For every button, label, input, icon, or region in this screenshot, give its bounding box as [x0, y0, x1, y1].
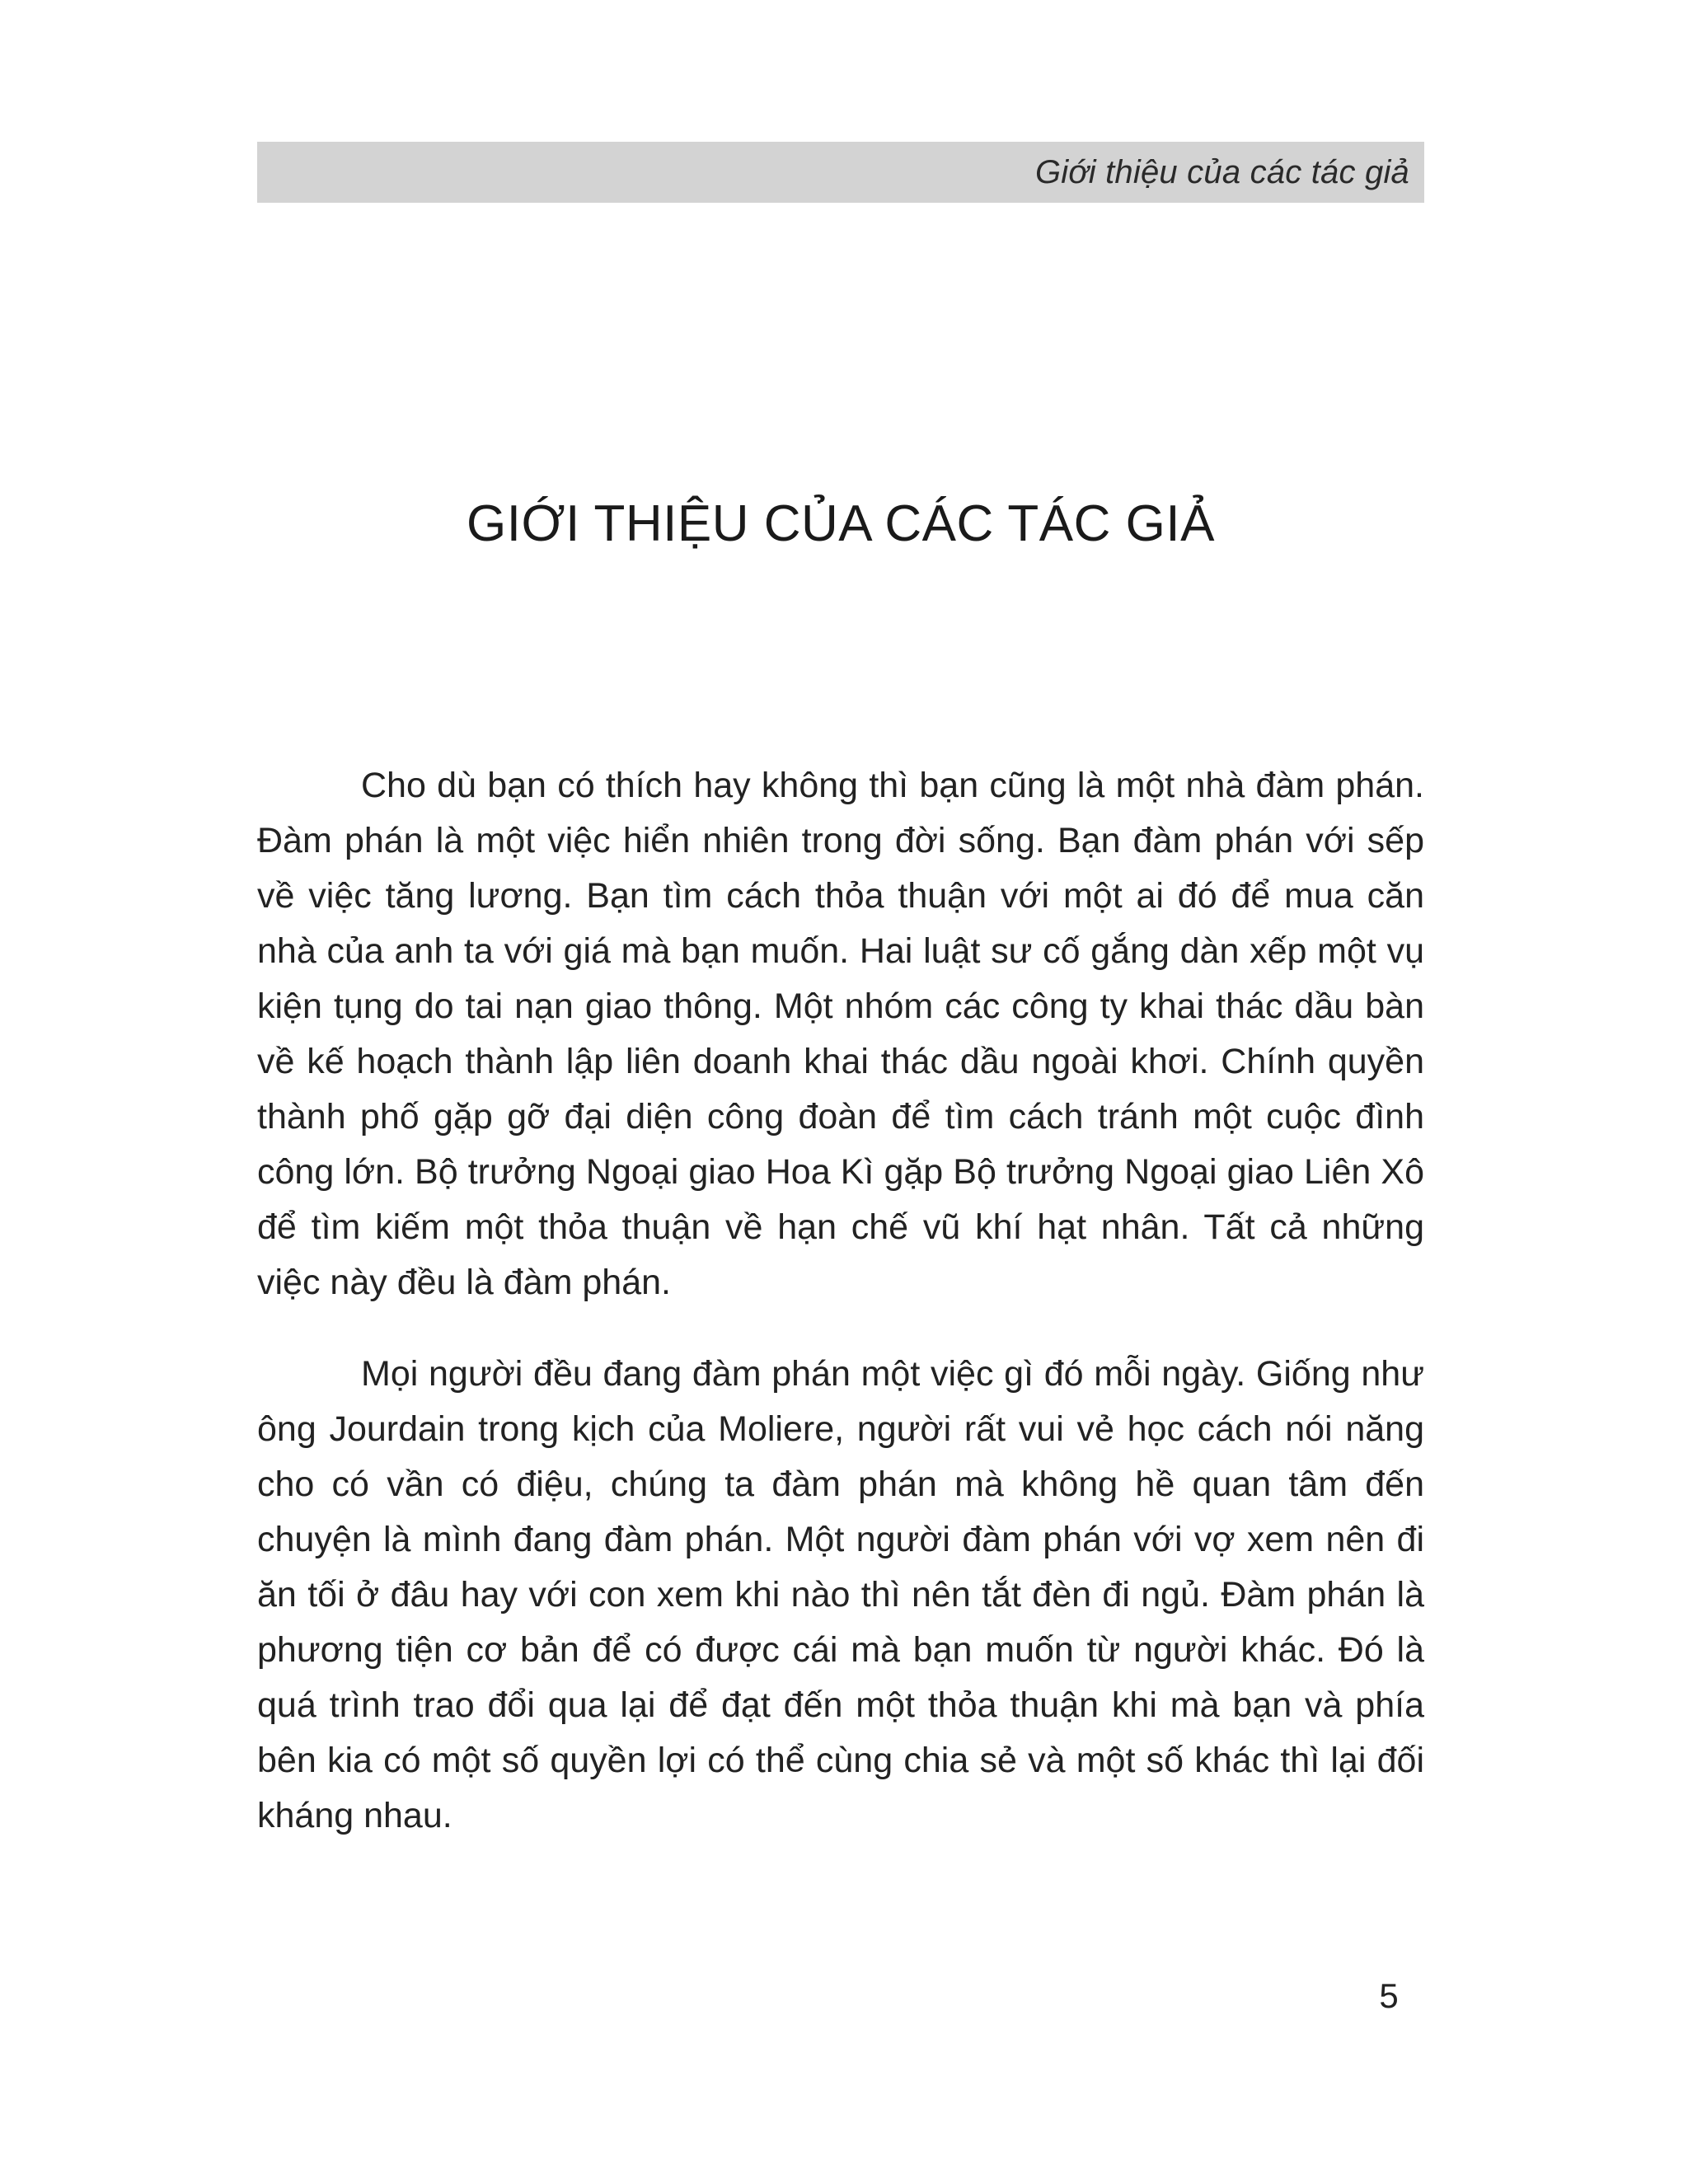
chapter-title: GIỚI THIỆU CỦA CÁC TÁC GIẢ	[467, 495, 1215, 552]
body-text	[257, 758, 1424, 1880]
paragraph-2: Mọi người đều đang đàm phán một việc gì đó mỗi ngày. Giống như ông Jourdain trong kịch của Moliere, người rất vui vẻ học cách nói năng cho có vần có điệu, chúng ta đàm phán mà không hề quan tâm đến chuyện là mình đang đàm phán. Một người đàm phán với vợ xem nên đi ăn tối ở đâu hay với con xem khi nào thì nên tắt đèn đi ngủ. Đàm phán là phương tiện cơ bản để có được cái mà bạn muốn từ người khác. Đó là quá trình trao đổi qua lại để đạt đến một thỏa thuận khi mà bạn và phía bên kia có một số quyền lợi có thể cùng chia sẻ và một số khác thì lại đối kháng nhau.	[257, 1354, 1424, 1835]
paragraph-1: Cho dù bạn có thích hay không thì bạn cũng là một nhà đàm phán. Đàm phán là một việc hiển nhiên trong đời sống. Bạn đàm phán với sếp về việc tăng lương. Bạn tìm cách thỏa thuận với một ai đó để mua căn nhà của anh ta với giá mà bạn muốn. Hai luật sư cố gắng dàn xếp một vụ kiện tụng do tai nạn giao thông. Một nhóm các công ty khai thác dầu bàn về kế hoạch thành lập liên doanh khai thác dầu ngoài khơi. Chính quyền thành phố gặp gỡ đại diện công đoàn để tìm cách tránh một cuộc đình công lớn. Bộ trưởng Ngoại giao Hoa Kì gặp Bộ trưởng Ngoại giao Liên Xô để tìm kiếm một thỏa thuận về hạn chế vũ khí hạt nhân. Tất cả những việc này đều là đàm phán.	[257, 766, 1424, 1302]
running-header-text: Giới thiệu của các tác giả	[1034, 153, 1409, 190]
running-header	[257, 142, 1424, 203]
page-number: 5	[1379, 1976, 1399, 2015]
